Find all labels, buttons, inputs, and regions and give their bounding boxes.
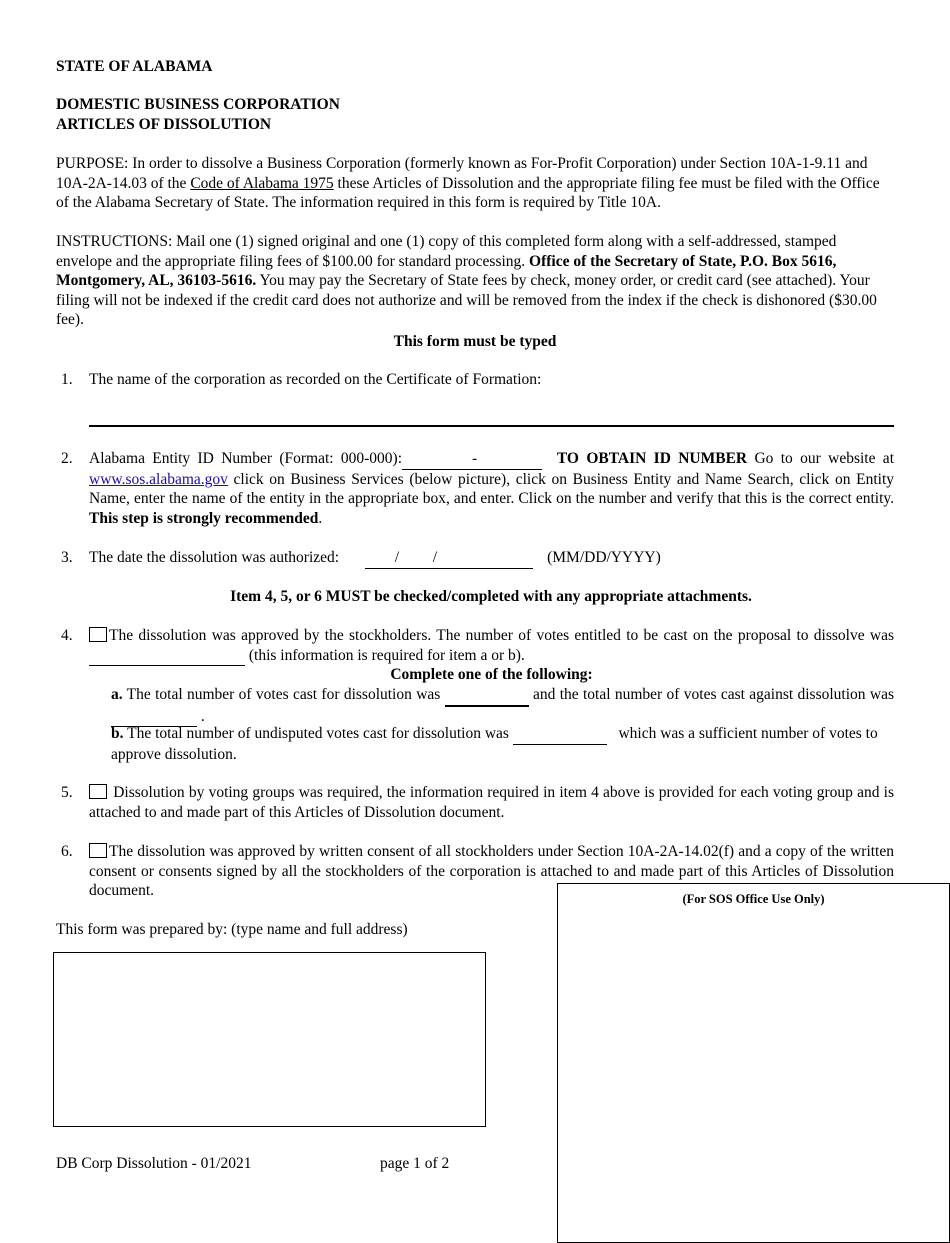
corporation-name-field[interactable] (89, 425, 894, 427)
item4-text2: (this information is required for item a or b). (245, 646, 525, 664)
item4b-paragraph (111, 724, 894, 764)
footer-form-id: DB Corp Dissolution - 01/2021 (56, 1155, 252, 1172)
item3-row (89, 548, 894, 569)
votes-for-field[interactable] (445, 685, 529, 707)
sos-office-use-box (557, 883, 950, 1243)
entity-id-label: Alabama Entity ID Number (Format: 000-000): (89, 450, 403, 467)
strongly-recommended: This step is strongly recommended (89, 509, 319, 527)
purpose-suffix: these Articles of Dissolution and the appropriate filing fee must be filed with the Office of the Alabama Secretary of State. The information required in this form is required by Title 10A. (56, 174, 880, 211)
item4-text1: The dissolution was approved by the stockholders. The number of votes entitled to be cast on the proposal to dissolve was (109, 627, 894, 644)
purpose-paragraph (56, 154, 892, 213)
sos-office-use-label: (For SOS Office Use Only) (682, 892, 825, 906)
item5-number: 5. (61, 784, 73, 801)
entity-id-part2-field[interactable] (477, 449, 542, 470)
item2-instructions: click on Business Services (below picture), click on Business Entity and Name Search, click on Entity Name, enter the name of the entity in the appropriate box, and enter. Click on the number and verify that this is the correct entity. (89, 470, 894, 507)
undisputed-votes-field[interactable] (513, 724, 607, 745)
item4b-text1: The total number of undisputed votes cast for dissolution was (123, 725, 513, 742)
item4-number: 4. (61, 627, 73, 644)
item4a-text1: The total number of votes cast for dissolution was (122, 686, 445, 703)
item4b-label: b. (111, 725, 124, 742)
prepared-by-field[interactable] (53, 952, 486, 1127)
item5-checkbox[interactable] (89, 784, 107, 799)
item4a-text2: and the total number of votes cast against dissolution was (528, 686, 894, 703)
complete-one-heading: Complete one of the following: (390, 666, 593, 683)
date-slash-1: / (394, 549, 400, 566)
item6-checkbox[interactable] (89, 843, 107, 858)
form-title-line2: ARTICLES OF DISSOLUTION (56, 116, 272, 133)
prepared-by-label: This form was prepared by: (type name and full address) (56, 921, 408, 938)
item5-paragraph (89, 783, 894, 822)
item3-number: 3. (61, 549, 73, 566)
date-format-hint: (MM/DD/YYYY) (547, 549, 661, 566)
item1-text: The name of the corporation as recorded on the Certificate of Formation: (89, 371, 542, 388)
item6-text: The dissolution was approved by written consent of all stockholders under Section 10A-2A-14.02(f) and a copy of the written consent or consents signed by all the stockholders of the corporation is attached to and made part of this Articles of Dissolution document. (89, 843, 894, 899)
date-slash-2: / (432, 549, 438, 566)
item4-checkbox[interactable] (89, 627, 107, 642)
date-label: The date the dissolution was authorized: (89, 549, 340, 566)
item4a-label: a. (111, 686, 123, 703)
form-title-line1: DOMESTIC BUSINESS CORPORATION (56, 96, 340, 113)
mailing-address: Office of the Secretary of State, P.O. Box 5616, Montgomery, AL, 36103-5616. (56, 252, 837, 289)
item2-period: . (318, 509, 323, 527)
item5-text: Dissolution by voting groups was required, the information required in item 4 above is provided for each voting group and is attached to and made part of this Articles of Dissolution document. (89, 784, 894, 821)
item2-paragraph (89, 449, 894, 528)
items-required-notice: Item 4, 5, or 6 MUST be checked/completed with any appropriate attachments. (230, 588, 752, 605)
entity-id-dash: - (472, 449, 477, 470)
item1-number: 1. (61, 371, 73, 388)
sos-website-link[interactable]: www.sos.alabama.gov (89, 470, 228, 488)
footer-page-number: page 1 of 2 (380, 1155, 450, 1172)
state-heading: STATE OF ALABAMA (56, 58, 213, 75)
votes-entitled-field[interactable] (89, 646, 245, 667)
purpose-prefix: PURPOSE: In order to dissolve a Business Corporation (formerly known as For-Profit Corporation) under Section 10A-1-9.11 and 10A-2A-14.03 of the (56, 155, 868, 192)
item6-number: 6. (61, 843, 73, 860)
item2-go-to: Go to our website at (747, 450, 894, 467)
date-month-field[interactable] (365, 548, 399, 569)
item4b-text2: which was a sufficient number of votes to approve dissolution. (111, 725, 878, 763)
obtain-id-heading: TO OBTAIN ID NUMBER (556, 450, 748, 467)
date-year-field[interactable] (437, 548, 533, 569)
item4a-end: . (197, 707, 205, 725)
code-of-alabama-link: Code of Alabama 1975 (190, 174, 334, 192)
instructions-part1: INSTRUCTIONS: Mail one (1) signed original and one (1) copy of this completed form along with a self-addressed, stamped envelope and the appropriate filing fees of $100.00 for standard processing. (56, 233, 837, 270)
date-day-field[interactable] (399, 548, 437, 569)
instructions-paragraph (56, 232, 892, 330)
item4-paragraph (89, 626, 894, 666)
typed-notice: This form must be typed (393, 333, 557, 350)
entity-id-part1-field[interactable] (402, 449, 472, 470)
item2-number: 2. (61, 450, 73, 467)
item4a-paragraph (111, 685, 894, 727)
instructions-part2: You may pay the Secretary of State fees by check, money order, or credit card (see attached). Your filing will not be indexed if the credit card does not authorize and will be removed from the index if the check is dishonored ($30.00 fee). (56, 272, 877, 328)
